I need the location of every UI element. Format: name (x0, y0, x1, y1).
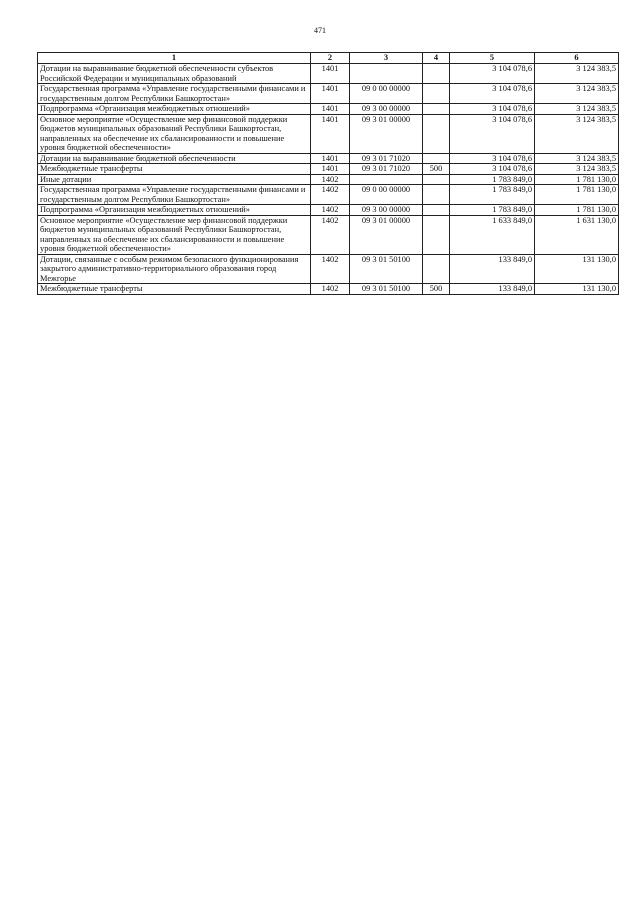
table-header-row (38, 53, 619, 64)
table-row (38, 153, 619, 164)
row-section: 1402 (311, 205, 350, 216)
row-expense-type (423, 64, 450, 84)
row-section: 1401 (311, 104, 350, 115)
row-section: 1401 (311, 164, 350, 175)
row-amount-col5: 133 849,0 (450, 254, 535, 284)
row-name: Подпрограмма «Организация межбюджетных отношений» (38, 104, 311, 115)
table-row (38, 64, 619, 84)
row-amount-col5: 3 104 078,6 (450, 153, 535, 164)
page-number: 471 (314, 26, 326, 35)
row-expense-type: 500 (423, 164, 450, 175)
row-section: 1401 (311, 114, 350, 153)
row-target-article (350, 64, 423, 84)
row-section: 1402 (311, 254, 350, 284)
table-row (38, 84, 619, 104)
row-section: 1402 (311, 284, 350, 295)
row-amount-col5: 133 849,0 (450, 284, 535, 295)
row-amount-col5: 3 104 078,6 (450, 104, 535, 115)
row-target-article: 09 3 00 00000 (350, 104, 423, 115)
row-section: 1402 (311, 174, 350, 185)
row-expense-type (423, 185, 450, 205)
row-name: Государственная программа «Управление государственными финансами и государственным долгом Республики Башкортостан» (38, 185, 311, 205)
row-amount-col6: 1 781 130,0 (535, 205, 619, 216)
row-expense-type (423, 215, 450, 254)
row-target-article (350, 174, 423, 185)
table-row (38, 104, 619, 115)
budget-table (37, 52, 619, 295)
row-target-article: 09 3 01 71020 (350, 164, 423, 175)
column-header-4: 4 (423, 53, 450, 64)
row-section: 1402 (311, 215, 350, 254)
column-header-5: 5 (450, 53, 535, 64)
row-target-article: 09 0 00 00000 (350, 84, 423, 104)
row-name: Иные дотации (38, 174, 311, 185)
row-target-article: 09 3 01 00000 (350, 114, 423, 153)
row-expense-type (423, 205, 450, 216)
row-amount-col6: 1 781 130,0 (535, 174, 619, 185)
row-amount-col6: 3 124 383,5 (535, 114, 619, 153)
table-row (38, 254, 619, 284)
row-name: Государственная программа «Управление государственными финансами и государственным долгом Республики Башкортостан» (38, 84, 311, 104)
row-name: Дотации, связанные с особым режимом безопасного функционирования закрытого административно-территориального образования город Межгорье (38, 254, 311, 284)
row-amount-col5: 3 104 078,6 (450, 84, 535, 104)
row-name: Дотации на выравнивание бюджетной обеспеченности (38, 153, 311, 164)
row-amount-col6: 3 124 383,5 (535, 104, 619, 115)
row-amount-col5: 1 783 849,0 (450, 185, 535, 205)
row-amount-col6: 1 631 130,0 (535, 215, 619, 254)
row-name: Основное мероприятие «Осуществление мер финансовой поддержки бюджетов муниципальных образований Республики Башкортостан, направленных на обеспечение их сбалансированности и повышение уровня бюджетной обеспеченности» (38, 215, 311, 254)
row-expense-type (423, 153, 450, 164)
row-amount-col6: 1 781 130,0 (535, 185, 619, 205)
row-expense-type (423, 104, 450, 115)
row-amount-col5: 1 783 849,0 (450, 205, 535, 216)
row-name: Подпрограмма «Организация межбюджетных отношений» (38, 205, 311, 216)
row-amount-col6: 131 130,0 (535, 254, 619, 284)
table-row (38, 164, 619, 175)
row-expense-type (423, 174, 450, 185)
table-row (38, 205, 619, 216)
row-amount-col6: 131 130,0 (535, 284, 619, 295)
row-expense-type: 500 (423, 284, 450, 295)
row-section: 1402 (311, 185, 350, 205)
row-section: 1401 (311, 84, 350, 104)
row-target-article: 09 3 01 00000 (350, 215, 423, 254)
row-name: Межбюджетные трансферты (38, 164, 311, 175)
row-target-article: 09 3 00 00000 (350, 205, 423, 216)
row-amount-col5: 3 104 078,6 (450, 114, 535, 153)
row-amount-col6: 3 124 383,5 (535, 64, 619, 84)
row-target-article: 09 3 01 71020 (350, 153, 423, 164)
row-section: 1401 (311, 153, 350, 164)
row-amount-col5: 3 104 078,6 (450, 164, 535, 175)
row-amount-col6: 3 124 383,5 (535, 84, 619, 104)
column-header-6: 6 (535, 53, 619, 64)
table-row (38, 174, 619, 185)
column-header-3: 3 (350, 53, 423, 64)
row-amount-col6: 3 124 383,5 (535, 164, 619, 175)
row-expense-type (423, 114, 450, 153)
table-row (38, 284, 619, 295)
table-row (38, 215, 619, 254)
table-row (38, 185, 619, 205)
table-row (38, 114, 619, 153)
row-name: Межбюджетные трансферты (38, 284, 311, 295)
row-expense-type (423, 84, 450, 104)
row-name: Основное мероприятие «Осуществление мер финансовой поддержки бюджетов муниципальных образований Республики Башкортостан, направленных на обеспечение их сбалансированности и повышение уровня бюджетной обеспеченности» (38, 114, 311, 153)
row-amount-col5: 3 104 078,6 (450, 64, 535, 84)
row-expense-type (423, 254, 450, 284)
row-amount-col6: 3 124 383,5 (535, 153, 619, 164)
column-header-1: 1 (38, 53, 311, 64)
row-section: 1401 (311, 64, 350, 84)
row-amount-col5: 1 783 849,0 (450, 174, 535, 185)
row-target-article: 09 3 01 50100 (350, 254, 423, 284)
row-name: Дотации на выравнивание бюджетной обеспеченности субъектов Российской Федерации и муниципальных образований (38, 64, 311, 84)
row-amount-col5: 1 633 849,0 (450, 215, 535, 254)
row-target-article: 09 3 01 50100 (350, 284, 423, 295)
column-header-2: 2 (311, 53, 350, 64)
row-target-article: 09 0 00 00000 (350, 185, 423, 205)
